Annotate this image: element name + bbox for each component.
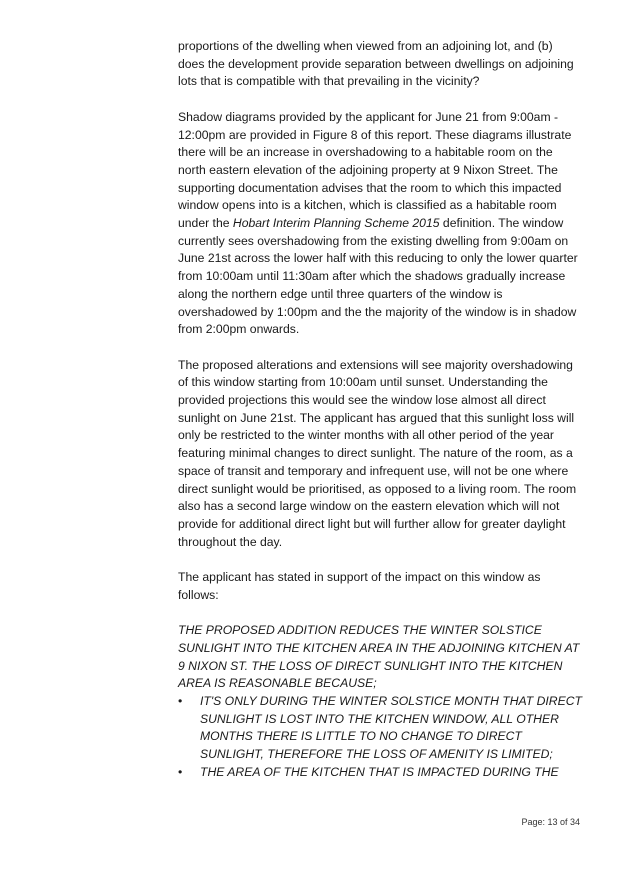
- list-item: [178, 764, 582, 782]
- list-item-text: THE AREA OF THE KITCHEN THAT IS IMPACTED DURING THE: [200, 764, 559, 779]
- shadow-diagrams-text-end: definition. The window currently sees overshadowing from the existing dwelling from 9:00am on June 21st across the lower half with this reducing to only the lower quarter from 10:00am until 11:30am after which the shadows gradually increase along the northern edge until three quarters of the window is overshadowed by 1:00pm and the the majority of the window is in shadow from 2:00pm onwards.: [178, 216, 578, 337]
- page-number: Page: 13 of 34: [521, 817, 580, 827]
- bullet-icon: •: [178, 764, 183, 779]
- list-item: [178, 693, 582, 764]
- paragraph-applicant-statement-intro: The applicant has stated in support of the impact on this window as follows:: [178, 570, 541, 602]
- paragraph-separation-question: proportions of the dwelling when viewed from an adjoining lot, and (b) does the development provide separation between dwellings on adjoining lots that is compatible with that prevailing in the vicinity?: [178, 39, 574, 89]
- applicant-reasons-list: [178, 693, 582, 782]
- applicant-quote: THE PROPOSED ADDITION REDUCES THE WINTER SOLSTICE SUNLIGHT INTO THE KITCHEN AREA IN THE ADJOINING KITCHEN AT 9 NIXON ST. THE LOSS OF DIRECT SUNLIGHT INTO THE KITCHEN AREA IS REASONABLE BECAUSE;: [178, 623, 580, 691]
- shadow-diagrams-text-start: Shadow diagrams provided by the applicant for June 21 from 9:00am - 12:00pm are provided in Figure 8 of this report. These diagrams illustrate there will be an increase in overshadowing to a habitable room on the north eastern elevation of the adjoining property at 9 Nixon Street. The supporting documentation advises that the room to which this impacted window opens into is a kitchen, which is classified as a habitable room under the: [178, 109, 572, 231]
- list-item-text: IT'S ONLY DURING THE WINTER SOLSTICE MONTH THAT DIRECT SUNLIGHT IS LOST INTO THE KITCHEN WINDOW, ALL OTHER MONTHS THERE IS LITTLE TO NO CHANGE TO DIRECT SUNLIGHT, THEREFORE THE LOSS OF AMENITY IS LIMITED;: [200, 693, 582, 762]
- planning-scheme-title: Hobart Interim Planning Scheme 2015: [232, 216, 440, 231]
- paragraph-shadow-diagrams: [178, 109, 582, 339]
- document-body: [178, 38, 582, 781]
- bullet-icon: •: [178, 693, 183, 708]
- paragraph-overshadowing-impact: The proposed alterations and extensions will see majority overshadowing of this window starting from 10:00am until sunset. Understanding the provided projections this would see the window lose almost all direct sunlight on June 21st. The applicant has argued that this sunlight loss will only be restricted to the winter months with all other period of the year featuring minimal changes to direct sunlight. The nature of the room, as a space of transit and temporary and infrequent use, will not be one where direct sunlight would be prioritised, as opposed to a living room. The room also has a second large window on the eastern elevation which will not provide for additional direct light but will further allow for greater daylight throughout the day.: [178, 357, 577, 549]
